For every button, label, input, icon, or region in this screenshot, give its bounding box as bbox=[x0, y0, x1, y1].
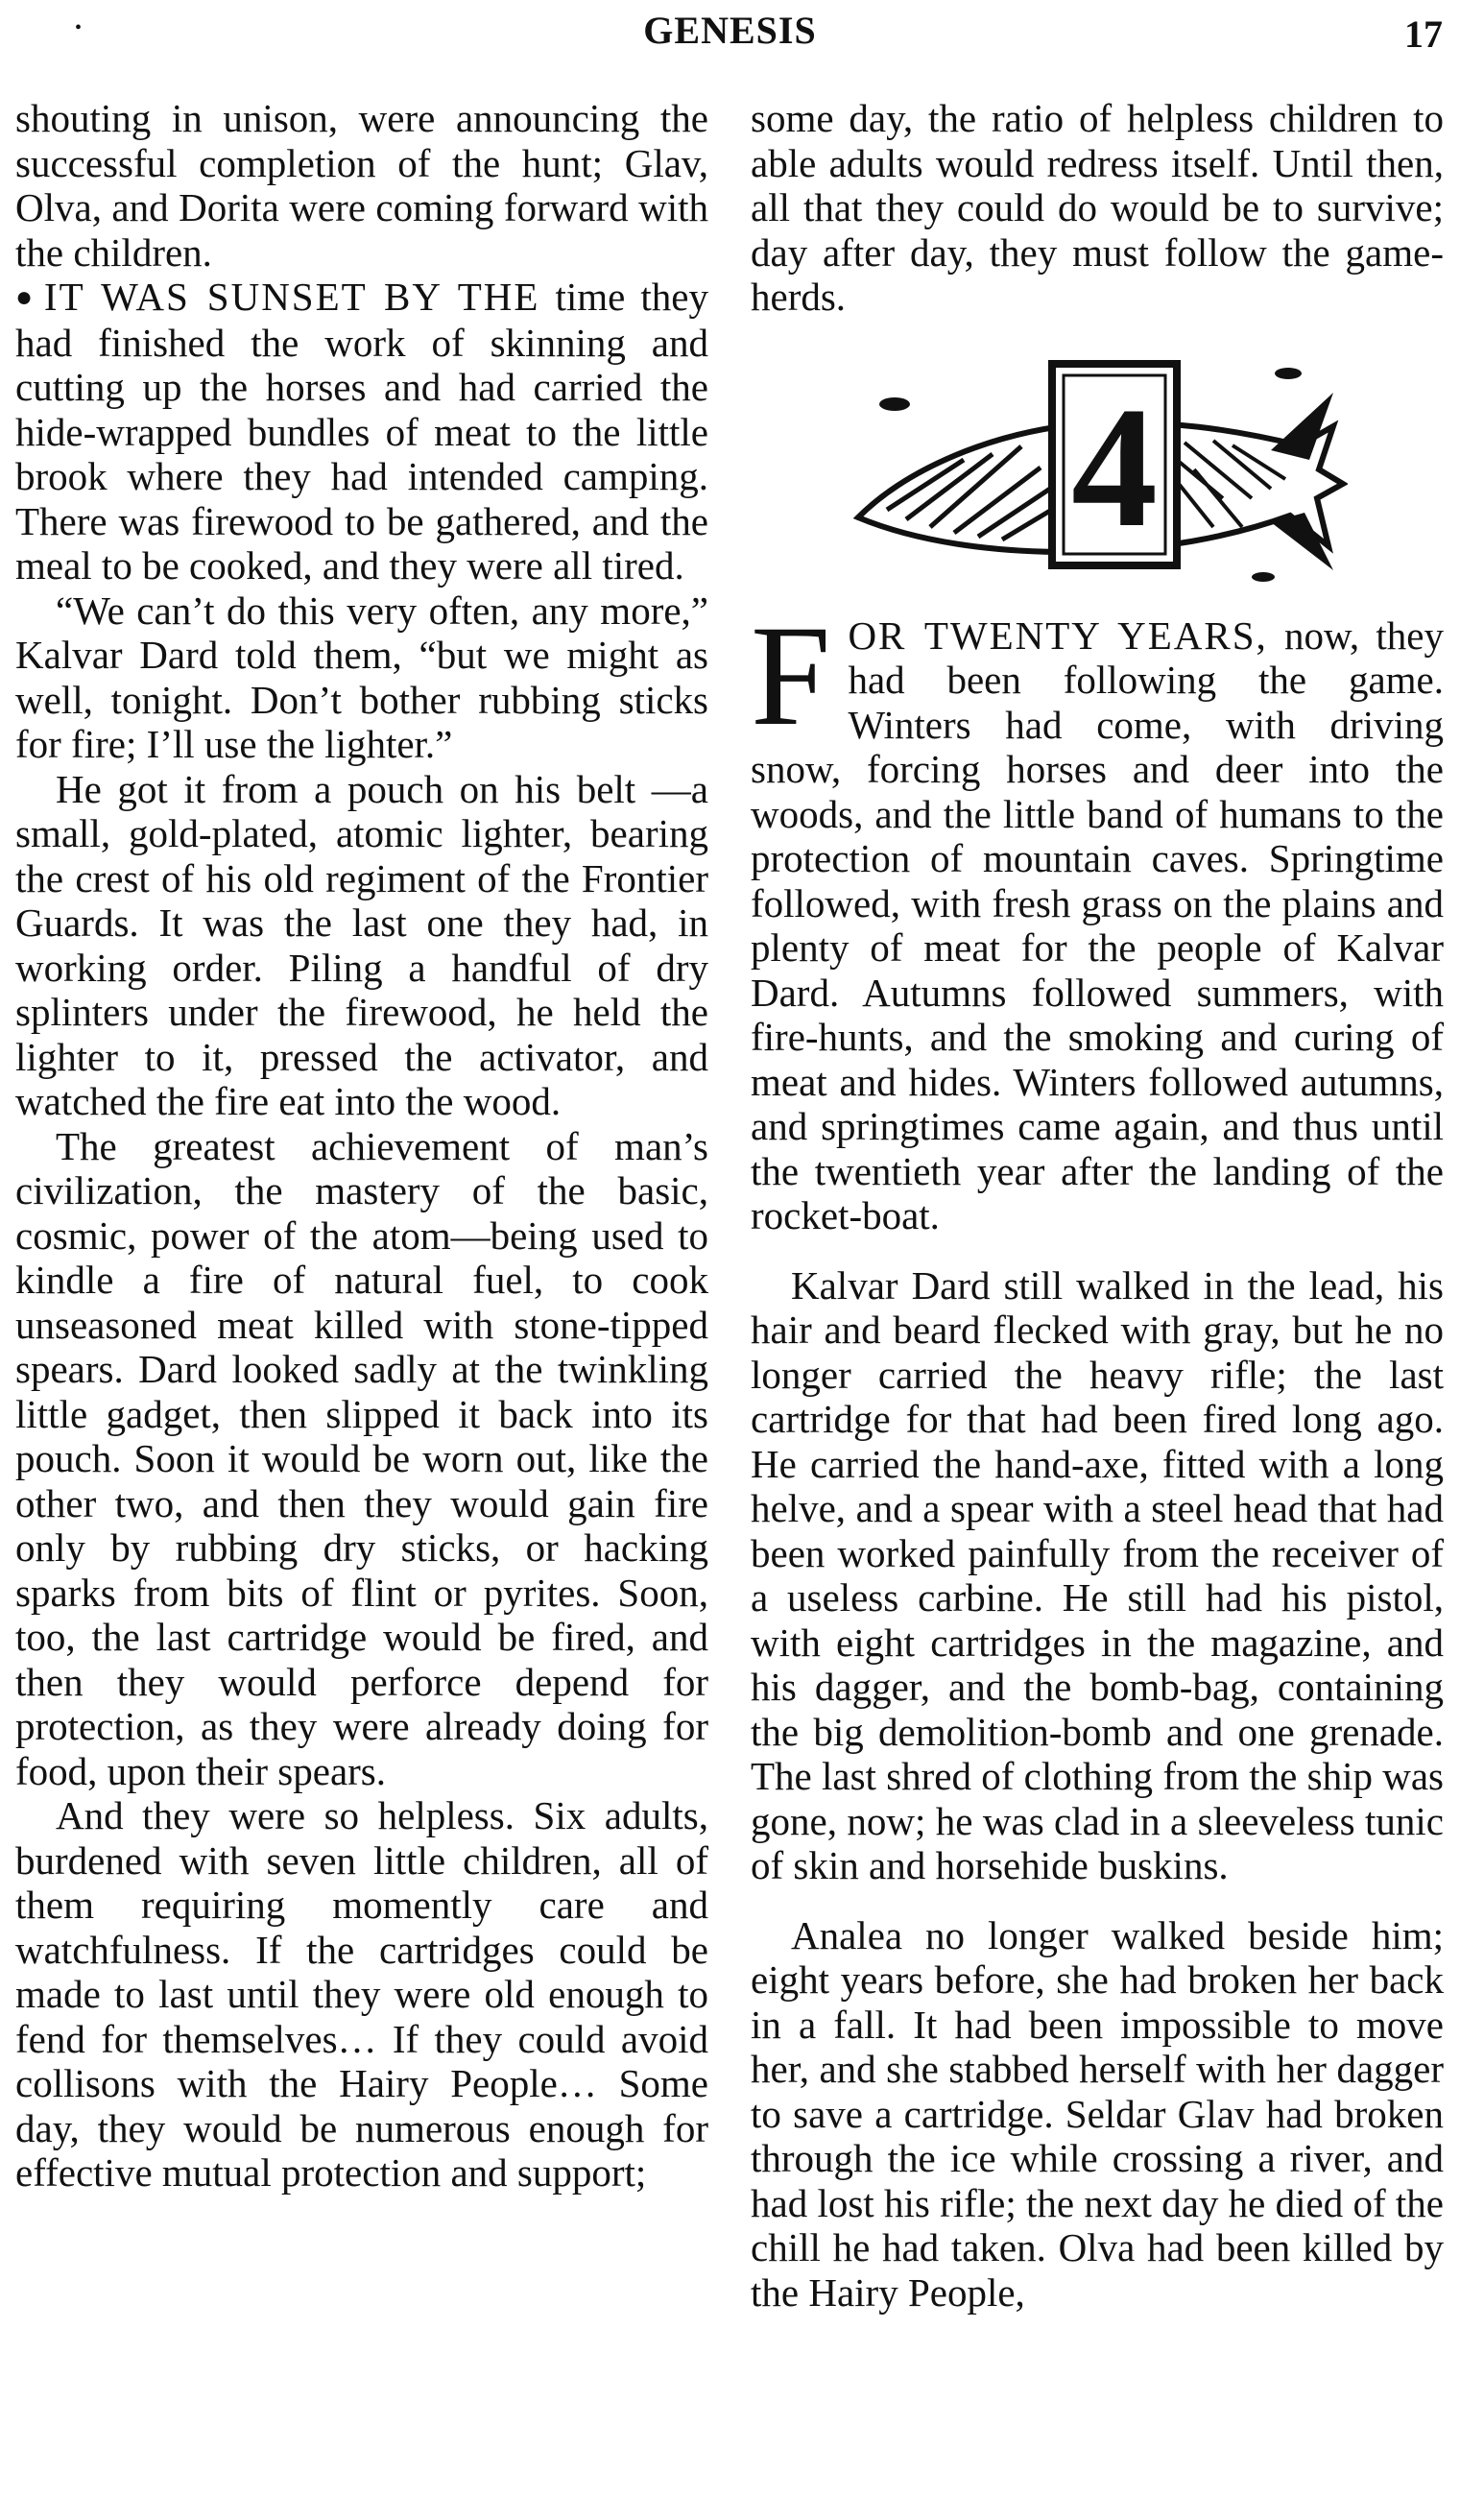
printer-tick-mark: • bbox=[75, 17, 83, 38]
paragraph-continued: some day, the ratio of helpless children to able adults would redress itself. Until then, all that they could do would be to survive; day after day, they must follow the game-herds. bbox=[751, 96, 1444, 319]
paragraph: He got it from a pouch on his belt —a small, gold-plated, atomic lighter, bearing the crest of his old regiment of the Frontier Guards. It was the last one they had, in working order. Piling a handful of dry splinters under the firewood, he held the lighter to it, pressed the activator, and watched the fire eat into the wood. bbox=[15, 766, 708, 1123]
rocket-chapter-icon bbox=[849, 354, 1348, 590]
paragraph: The greatest achievement of man’s civilization, the mastery of the basic, cosmic, power of the atom—being used to kindle a fire of natural fuel, to cook unseasoned meat killed with stone-tipped spears. Dard looked sadly at the twinkling little gadget, then slipped it back into its pouch. Soon it would be worn out, like the other two, and then they would gain fire only by rubbing dry sticks, or hacking sparks from bits of flint or pyrites. Soon, too, the last cartridge would be fired, and then they would perforce depend for protection, as they were already doing for food, upon their spears. bbox=[15, 1123, 708, 1793]
page-number: 17 bbox=[1404, 12, 1443, 56]
dropcap-paragraph bbox=[751, 595, 1444, 1238]
chapter-number: 4 bbox=[1071, 371, 1158, 563]
section-paragraph-text: time they had finished the work of skinning and cutting up the horses and had carried the hide-wrapped bundles of meat to the little brook where they had intended camping. There was firewood to be gathered, and the meal to be cooked, and they were all tired. bbox=[15, 275, 709, 588]
left-column bbox=[15, 96, 708, 2196]
chapter-ornament-rocket-icon bbox=[751, 354, 1444, 590]
dropcap-lead-caps: OR TWENTY YEARS, bbox=[848, 612, 1268, 658]
dropcap-paragraph-text: now, they had been following the game. Winters had come, with driving snow, forcing horses and deer into the woods, and the little band of humans to the protection of mountain caves. Springtime followed, with fresh grass on the plains and plenty of meat for the people of Kalvar Dard. Autumns followed summers, with fire-hunts, and the smoking and curing of meat and hides. Winters followed autumns, and springtimes came again, and thus until the twentieth year after the landing of the rocket-boat. bbox=[751, 612, 1444, 1237]
page-header bbox=[0, 8, 1460, 65]
paragraph-continued: shouting in unison, were announcing the successful completion of the hunt; Glav, Olva, and Dorita were coming forward with the children. bbox=[15, 96, 708, 275]
drop-cap: F bbox=[751, 595, 831, 756]
section-bullet-icon: ● bbox=[15, 281, 38, 313]
section-break-paragraph bbox=[15, 275, 708, 588]
right-column bbox=[751, 96, 1444, 2315]
paragraph: “We can’t do this very often, any more,” Kalvar Dard told them, “but we might as well, tonight. Don’t bother rubbing sticks for fire; I’ll use the lighter.” bbox=[15, 588, 708, 766]
paragraph: Kalvar Dard still walked in the lead, his hair and beard flecked with gray, but he no longer carried the heavy rifle; the last cartridge for that had been fired long ago. He carried the hand-axe, fitted with a long helve, and a spear with a steel head that had been worked painfully from the receiver of a useless carbine. He still had his pistol, with eight cartridges in the magazine, and his dagger, and the bomb-bag, containing the big demolition-bomb and one grenade. The last shred of clothing from the ship was gone, now; he was clad in a sleeveless tunic of skin and horsehide buskins. bbox=[751, 1262, 1444, 1887]
paragraph: And they were so helpless. Six adults, burdened with seven little children, all of them requiring momently care and watchfulness. If the cartridges could be made to last until they were old enough to fend for themselves… If they could avoid collisons with the Hairy People… Some day, they would be numerous enough for effective mutual protection and support; bbox=[15, 1793, 708, 2195]
paragraph: Analea no longer walked beside him; eight years before, she had broken her back in a fall. It had been impossible to move her, and she stabbed herself with her dagger to save a cartridge. Seldar Glav had broken through the ice while crossing a river, and had lost his rifle; the next day he died of the chill he had taken. Olva had been killed by the Hairy People, bbox=[751, 1912, 1444, 2315]
section-lead-caps: IT WAS SUNSET BY THE bbox=[43, 275, 540, 319]
running-head: GENESIS bbox=[643, 9, 817, 52]
